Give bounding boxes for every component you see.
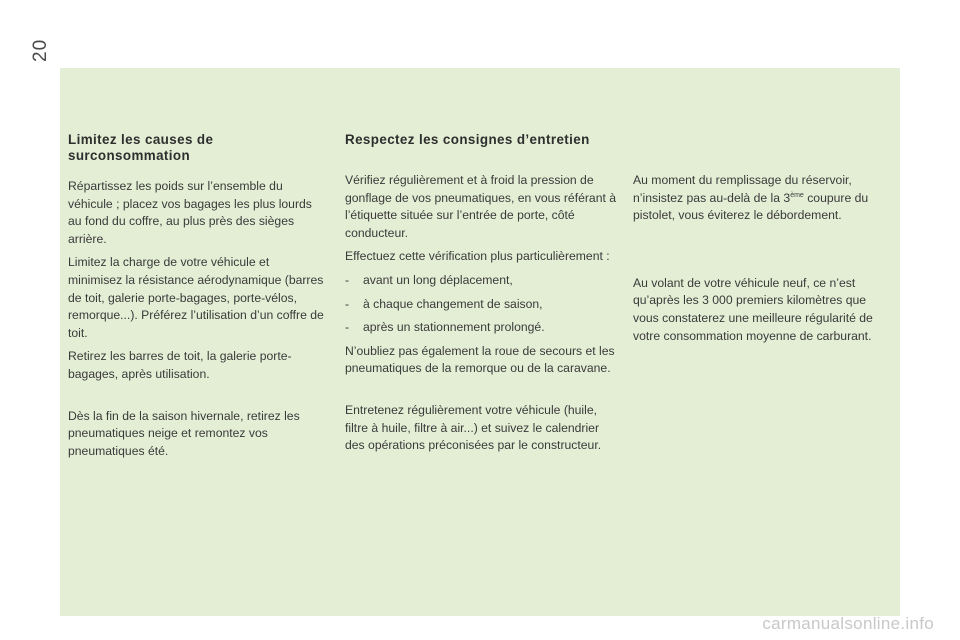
paragraph: Entretenez régulièrement votre véhicule (huile, filtre à huile, filtre à air...) et suivez le calendrier des opérations préconisées par le constructeur. [345,402,602,453]
paragraph: Répartissez les poids sur l’ensemble du véhicule ; placez vos bagages les plus lourds au fond du coffre, au plus près des sièges arrière. [68,179,312,246]
text: coupure du pistolet, vous éviterez le débordement. [633,190,869,223]
heading-maintenance: Respectez les consignes d’entretien [345,132,590,147]
list-item: - avant un long déplacement, [345,272,617,290]
paragraph-new-vehicle: Au volant de votre véhicule neuf, ce n’est qu’après les 3 000 premiers kilomètres que vous constaterez une meilleure régularité de votre consommation moyenne de carburant. [633,275,873,343]
paragraph: Limitez la charge de votre véhicule et minimisez la résistance aérodynamique (barres de toit, galerie porte-bagages, porte-vélos, remorque...). Préférez l’utilisation d’un coffre de toit. [68,255,324,340]
heading-overconsumption: Limitez les causes de surconsommation [68,132,214,163]
text: Au moment du remplissage du réservoir, n’insistez pas au-delà de la 3 [633,173,852,205]
page-number: 20 [30,38,51,62]
column-maintenance [345,132,617,461]
paragraph-refuel [633,172,895,225]
paragraph: Effectuez cette vérification plus particulièrement : [345,249,610,264]
check-list [345,272,617,337]
paragraph: Dès la fin de la saison hivernale, retirez les pneumatiques neige et remontez vos pneumatiques été. [68,408,300,458]
column-refuel-tips [633,172,895,351]
column-fuel-consumption [68,132,324,466]
superscript: ème [790,191,804,199]
paragraph: Retirez les barres de toit, la galerie porte-bagages, après utilisation. [68,349,292,381]
paragraph: Vérifiez régulièrement et à froid la pression de gonflage de vos pneumatiques, en vous référant à l’étiquette située sur l’entrée de porte, côté conducteur. [345,173,617,240]
list-item: - après un stationnement prolongé. [345,319,617,337]
paragraph: N’oubliez pas également la roue de secours et les pneumatiques de la remorque ou de la caravane. [345,343,615,376]
content-panel [60,68,900,616]
watermark: carmanualsonline.info [762,614,934,633]
list-item: - à chaque changement de saison, [345,296,617,314]
